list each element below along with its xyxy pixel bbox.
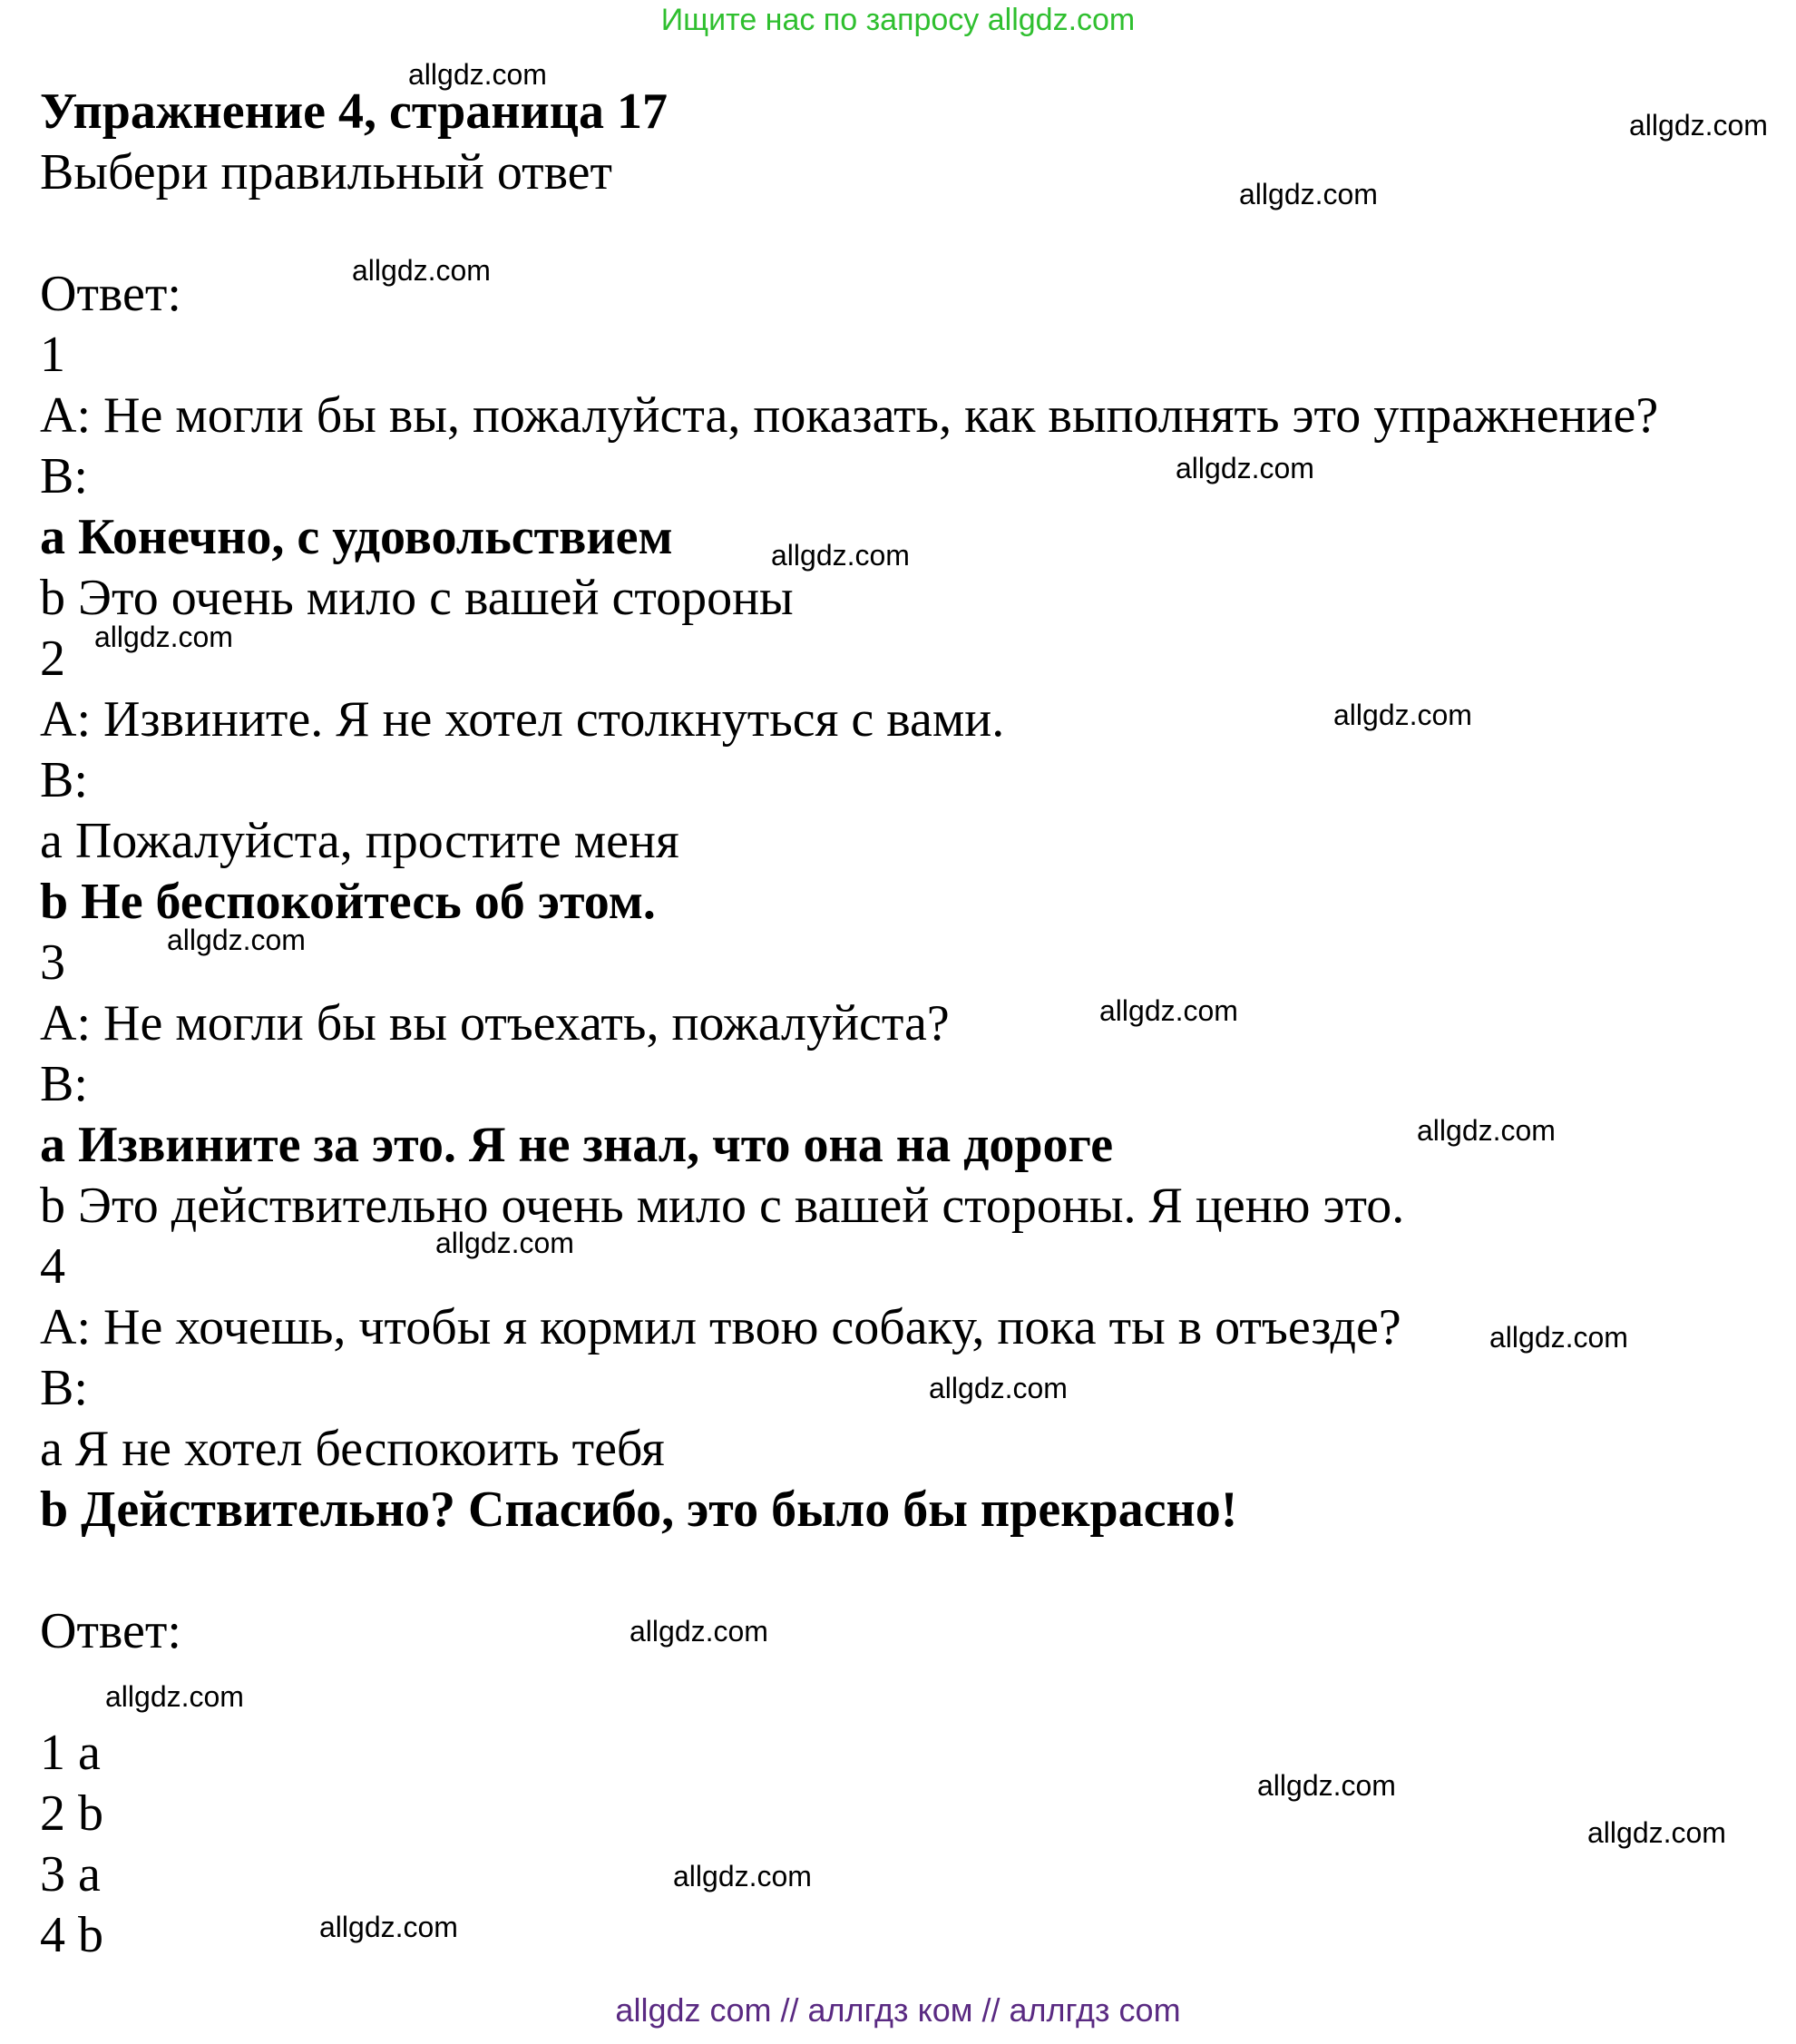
watermark: allgdz.com bbox=[1333, 699, 1472, 731]
watermark: allgdz.com bbox=[408, 58, 547, 91]
item-question: A: Не хочешь, чтобы я кормил твою собаку, пока ты в отъезде? bbox=[40, 1299, 1401, 1355]
watermark: allgdz.com bbox=[105, 1680, 244, 1713]
watermark: allgdz.com bbox=[771, 539, 910, 572]
dialogue-item-2 bbox=[40, 629, 1763, 933]
item-question: A: Не могли бы вы отъехать, пожалуйста? bbox=[40, 995, 950, 1051]
document-body bbox=[40, 82, 1763, 1966]
item-question: A: Извините. Я не хотел столкнуться с вами. bbox=[40, 691, 1005, 748]
item-option-b: b Это очень мило с вашей стороны bbox=[40, 570, 794, 626]
watermark: allgdz.com bbox=[435, 1227, 574, 1259]
watermark: allgdz.com bbox=[929, 1372, 1068, 1404]
watermark: allgdz.com bbox=[1099, 994, 1238, 1027]
watermark: allgdz.com bbox=[1239, 178, 1378, 210]
answer-line: 2 b bbox=[40, 1785, 103, 1842]
watermark: allgdz.com bbox=[167, 924, 306, 956]
item-number: 3 bbox=[40, 934, 65, 991]
watermark: allgdz.com bbox=[1629, 109, 1768, 142]
item-option-a: a Я не хотел беспокоить тебя bbox=[40, 1421, 665, 1477]
item-option-b: b Не беспокойтесь об этом. bbox=[40, 874, 656, 930]
item-b-label: B: bbox=[40, 448, 88, 504]
watermark: allgdz.com bbox=[1257, 1769, 1396, 1802]
answer-line: 4 b bbox=[40, 1907, 103, 1963]
item-option-a: a Извините за это. Я не знал, что она на дороге bbox=[40, 1117, 1114, 1173]
item-option-b: b Это действительно очень мило с вашей стороны. Я ценю это. bbox=[40, 1178, 1405, 1234]
item-option-a: a Конечно, с удовольствием bbox=[40, 509, 673, 565]
dialogue-item-4 bbox=[40, 1237, 1763, 1540]
item-number: 1 bbox=[40, 327, 65, 383]
watermark: allgdz.com bbox=[1417, 1114, 1556, 1147]
watermark: allgdz.com bbox=[1587, 1816, 1726, 1849]
answer-label: Ответ: bbox=[40, 1603, 181, 1659]
item-option-b: b Действительно? Спасибо, это было бы прекрасно! bbox=[40, 1482, 1238, 1538]
exercise-title: Упражнение 4, страница 17 bbox=[40, 83, 669, 140]
dialogue-item-1 bbox=[40, 325, 1763, 629]
watermark: allgdz.com bbox=[1489, 1321, 1628, 1354]
item-question: A: Не могли бы вы, пожалуйста, показать, как выполнять это упражнение? bbox=[40, 387, 1659, 444]
search-banner: Ищите нас по запросу allgdz.com bbox=[660, 3, 1136, 37]
exercise-instruction: Выбери правильный ответ bbox=[40, 144, 613, 200]
item-b-label: B: bbox=[40, 1360, 88, 1416]
answer-line: 3 a bbox=[40, 1846, 101, 1902]
watermark: allgdz.com bbox=[94, 621, 233, 653]
answer-label: Ответ: bbox=[40, 266, 181, 322]
item-option-a: a Пожалуйста, простите меня bbox=[40, 813, 679, 869]
item-b-label: B: bbox=[40, 1056, 88, 1112]
item-number: 2 bbox=[40, 631, 65, 687]
watermark: allgdz.com bbox=[1176, 452, 1314, 484]
item-number: 4 bbox=[40, 1238, 65, 1295]
footer-links: allgdz com // аллгдз ком // аллгдз com bbox=[615, 1991, 1181, 2029]
watermark: allgdz.com bbox=[673, 1860, 812, 1892]
dialogue-item-3 bbox=[40, 933, 1763, 1237]
watermark: allgdz.com bbox=[630, 1615, 768, 1648]
watermark: allgdz.com bbox=[352, 254, 491, 287]
answer-line: 1 a bbox=[40, 1725, 101, 1781]
watermark: allgdz.com bbox=[319, 1911, 458, 1943]
item-b-label: B: bbox=[40, 752, 88, 808]
